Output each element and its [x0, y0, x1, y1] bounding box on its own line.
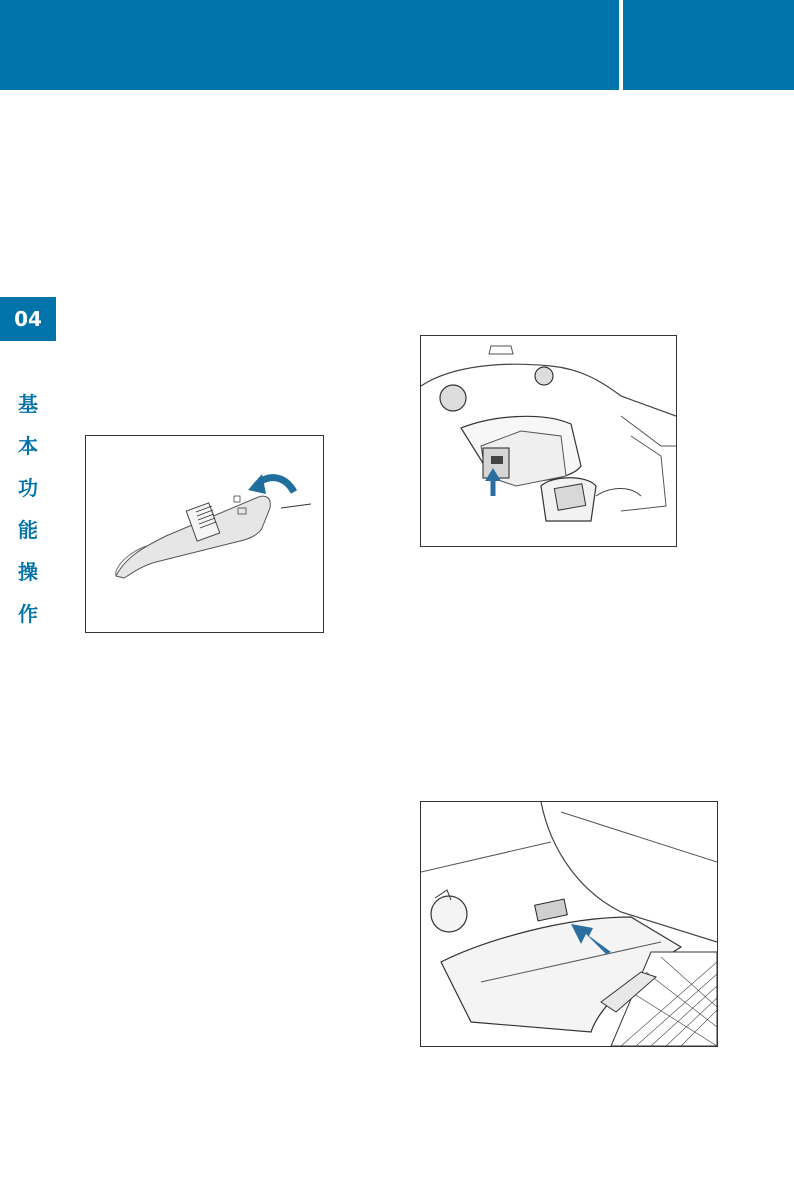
header-bar [0, 0, 794, 90]
wiper-stalk-figure [85, 435, 324, 633]
chapter-title-char: 能 [18, 518, 38, 542]
wireless-charger-figure [420, 801, 718, 1047]
chapter-title-char: 基 [18, 392, 38, 416]
wiper-lever-icon [86, 436, 323, 632]
header-divider [619, 0, 623, 90]
chapter-number: 04 [14, 307, 42, 331]
chapter-number-tab [0, 297, 56, 341]
chapter-title-char: 功 [18, 476, 38, 500]
wireless-charger-icon [421, 802, 717, 1046]
usb-port-icon [421, 336, 676, 546]
chapter-title-char: 本 [18, 434, 38, 458]
usb-console-figure [420, 335, 677, 547]
chapter-title-char: 作 [18, 602, 38, 626]
chapter-title-char: 操 [18, 560, 38, 584]
chapter-title-vertical [12, 383, 44, 635]
